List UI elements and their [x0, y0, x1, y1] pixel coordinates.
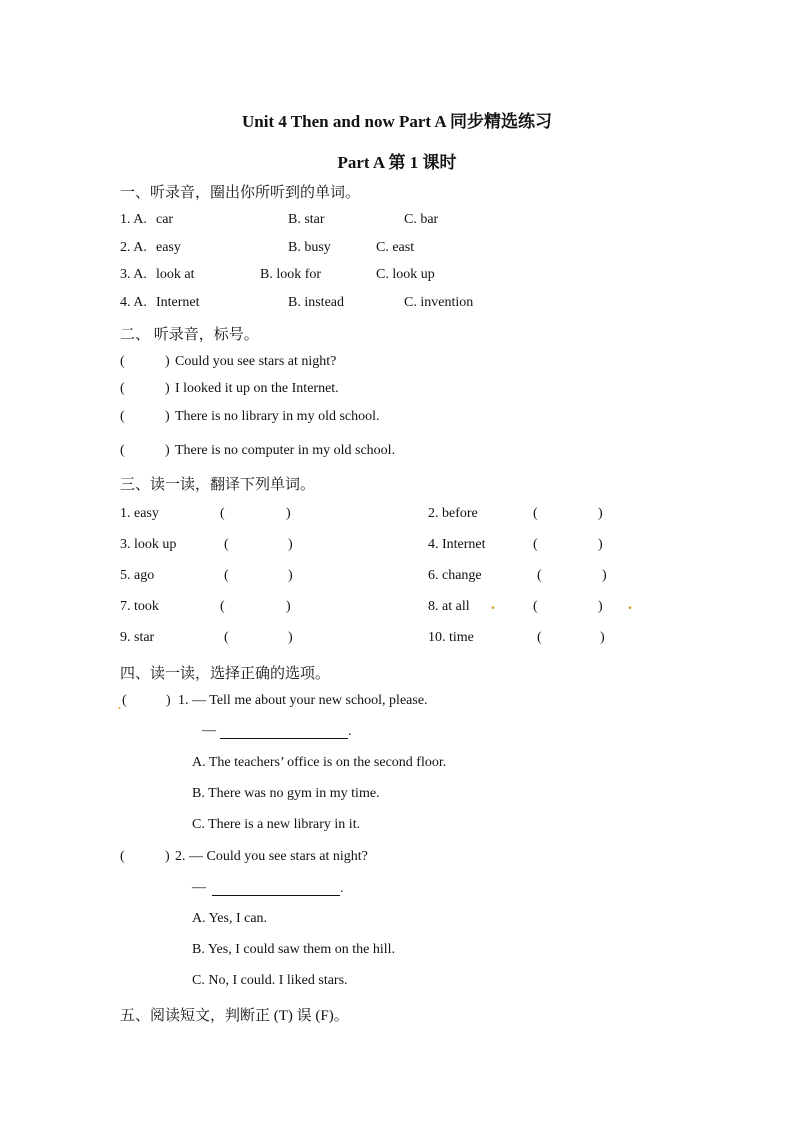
- s3-word-10: 10. time: [428, 630, 474, 645]
- s2-item3-close-paren: ): [165, 409, 170, 424]
- s2-item4-close-paren: ): [165, 443, 170, 458]
- section1-heading: 一、听录音，圈出你所听到的单词。: [120, 185, 361, 201]
- s3-word-1-open: (: [220, 506, 225, 521]
- s1-row4-b: B. instead: [288, 295, 344, 310]
- s4-q1-option-b: B. There was no gym in my time.: [192, 786, 380, 801]
- s2-item2-open-paren: (: [120, 381, 125, 396]
- section4-heading: 四、读一读，选择正确的选项。: [120, 666, 331, 682]
- s3-word-8-open: (: [533, 599, 538, 614]
- s4-q1-stem: 1. — Tell me about your new school, please.: [178, 693, 428, 708]
- s3-word-1-close: ): [286, 506, 291, 521]
- s4-q2-answer-blank: [212, 895, 340, 896]
- s4-q1-option-a: A. The teachers’ office is on the second floor.: [192, 755, 447, 770]
- s3-word-3-open: (: [224, 537, 229, 552]
- s4-q2-option-a: A. Yes, I can.: [192, 911, 268, 926]
- s1-row3-b: B. look for: [260, 267, 322, 282]
- s3-word-9-close: ): [288, 630, 293, 645]
- s3-word-7: 7. took: [120, 599, 159, 614]
- s2-item1-text: Could you see stars at night?: [175, 354, 337, 369]
- page-title: Unit 4 Then and now Part A 同步精选练习: [242, 112, 552, 131]
- decorative-dot: .: [118, 698, 121, 712]
- s3-word-5-close: ): [288, 568, 293, 583]
- s1-row3-c: C. look up: [376, 267, 435, 282]
- s1-row1-a: car: [156, 212, 174, 227]
- s3-word-3-close: ): [288, 537, 293, 552]
- s1-row4-num: 4. A.: [120, 295, 147, 310]
- s3-word-9: 9. star: [120, 630, 155, 645]
- s1-row2-b: B. busy: [288, 240, 331, 255]
- s4-q2-dash: —: [192, 880, 206, 895]
- s4-q1-answer-blank: [220, 738, 348, 739]
- s4-q1-period: .: [348, 724, 352, 739]
- s4-q2-option-b: B. Yes, I could saw them on the hill.: [192, 942, 395, 957]
- section5-heading: 五、阅读短文，判断正 (T) 误 (F)。: [120, 1008, 349, 1024]
- s3-word-1: 1. easy: [120, 506, 159, 521]
- s1-row2-num: 2. A.: [120, 240, 147, 255]
- s3-word-10-close: ): [600, 630, 605, 645]
- s3-word-9-open: (: [224, 630, 229, 645]
- s3-word-8-close: ): [598, 599, 603, 614]
- s3-word-2: 2. before: [428, 506, 478, 521]
- s3-word-7-open: (: [220, 599, 225, 614]
- page-subtitle: Part A 第 1 课时: [337, 153, 457, 172]
- s3-word-7-close: ): [286, 599, 291, 614]
- s2-item1-close-paren: ): [165, 354, 170, 369]
- s3-word-2-open: (: [533, 506, 538, 521]
- s2-item3-open-paren: (: [120, 409, 125, 424]
- s1-row2-a: easy: [156, 240, 181, 255]
- s3-word-4-open: (: [533, 537, 538, 552]
- s2-item4-open-paren: (: [120, 443, 125, 458]
- s4-q1-open-paren: (: [122, 693, 127, 708]
- s1-row1-num: 1. A.: [120, 212, 147, 227]
- s3-word-5: 5. ago: [120, 568, 155, 583]
- decorative-dot: .: [628, 596, 632, 613]
- s4-q1-dash: —: [202, 723, 216, 738]
- s2-item4-text: There is no computer in my old school.: [175, 443, 396, 458]
- s1-row1-b: B. star: [288, 212, 325, 227]
- s3-word-3: 3. look up: [120, 537, 177, 552]
- s3-word-10-open: (: [537, 630, 542, 645]
- s4-q2-period: .: [340, 881, 344, 896]
- s4-q2-open-paren: (: [120, 849, 125, 864]
- s3-word-6-close: ): [602, 568, 607, 583]
- s1-row2-c: C. east: [376, 240, 415, 255]
- s1-row1-c: C. bar: [404, 212, 439, 227]
- s3-word-6-open: (: [537, 568, 542, 583]
- s4-q1-close-paren: ): [166, 693, 171, 708]
- s2-item1-open-paren: (: [120, 354, 125, 369]
- section2-heading: 二、 听录音，标号。: [120, 327, 259, 343]
- s4-q1-option-c: C. There is a new library in it.: [192, 817, 361, 832]
- s4-q2-option-c: C. No, I could. I liked stars.: [192, 973, 348, 988]
- s3-word-5-open: (: [224, 568, 229, 583]
- s4-q2-stem: 2. — Could you see stars at night?: [175, 849, 368, 864]
- s3-word-4: 4. Internet: [428, 537, 486, 552]
- s2-item3-text: There is no library in my old school.: [175, 409, 380, 424]
- s1-row4-a: Internet: [156, 295, 200, 310]
- s3-word-8: 8. at all: [428, 599, 470, 614]
- s1-row3-a: look at: [156, 267, 195, 282]
- s3-word-2-close: ): [598, 506, 603, 521]
- s1-row3-num: 3. A.: [120, 267, 147, 282]
- s1-row4-c: C. invention: [404, 295, 474, 310]
- s4-q2-close-paren: ): [165, 849, 170, 864]
- decorative-dot: .: [491, 596, 495, 613]
- s3-word-6: 6. change: [428, 568, 482, 583]
- s2-item2-text: I looked it up on the Internet.: [175, 381, 339, 396]
- s2-item2-close-paren: ): [165, 381, 170, 396]
- s3-word-4-close: ): [598, 537, 603, 552]
- section3-heading: 三、读一读，翻译下列单词。: [120, 477, 316, 493]
